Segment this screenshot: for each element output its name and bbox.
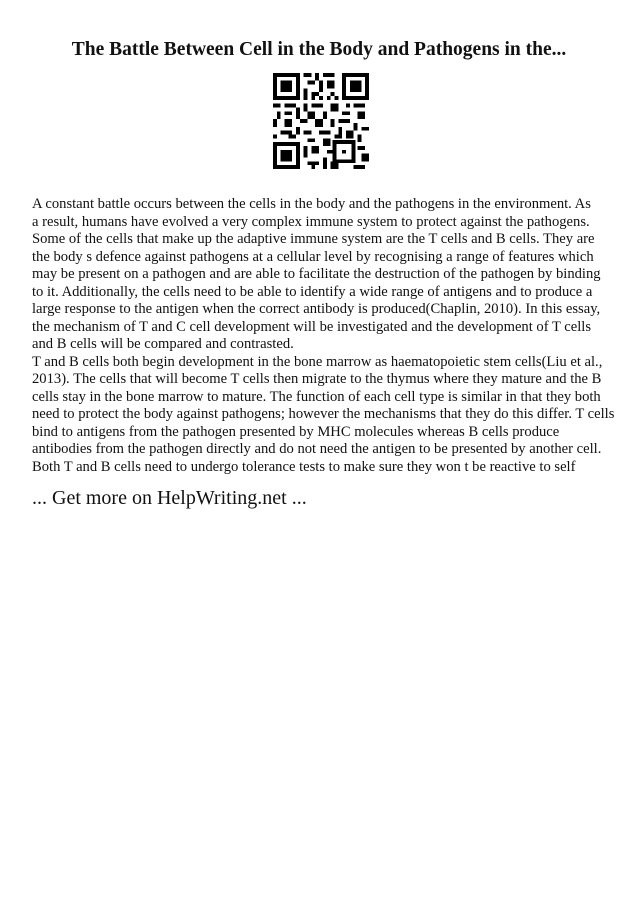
text-line: the mechanism of T and C cell development will be investigated and the development of T cells — [32, 318, 592, 335]
text-line: bind to antigens from the pathogen presented by MHC molecules whereas B cells produce — [32, 423, 560, 440]
text-line: antibodies from the pathogen directly and do not need the antigen to be presented by another cell. — [32, 441, 602, 457]
text-line: need to protect the body against pathogens; however the mechanisms that they do this differ. T cells — [32, 406, 615, 422]
document-title: The Battle Between Cell in the Body and Pathogens in the... — [71, 39, 567, 60]
text-line: to it. Additionally, the cells need to be able to identify a wide range of antigens and to produce a — [32, 283, 593, 300]
text-line: 2013). The cells that will become T cells then migrate to the thymus where they mature and the B — [32, 371, 602, 387]
text-line: may be present on a pathogen and are able to facilitate the destruction of the pathogen by binding — [32, 266, 601, 282]
paragraph-intro — [32, 196, 622, 354]
paragraph-development — [32, 354, 622, 477]
document-body — [32, 196, 622, 476]
text-line: T and B cells both begin development in the bone marrow as haematopoietic stem cells(Liu et al., — [32, 353, 603, 370]
text-line: a result, humans have evolved a very complex immune system to protect against the pathogens. — [32, 213, 590, 230]
text-line: A constant battle occurs between the cells in the body and the pathogens in the environment. As — [32, 196, 591, 212]
text-line: large response to the antigen when the correct antibody is produced(Chaplin, 2010). In this essay, — [32, 301, 601, 317]
qr-code-icon — [273, 73, 369, 169]
text-line: the body s defence against pathogens at a cellular level by recognising a range of features which — [32, 248, 594, 265]
text-line: Some of the cells that make up the adaptive immune system are the T cells and B cells. They are — [32, 231, 595, 247]
get-more-link[interactable]: ... Get more on HelpWriting.net ... — [32, 487, 307, 509]
text-line: Both T and B cells need to undergo tolerance tests to make sure they won t be reactive to self — [32, 458, 576, 475]
text-line: and B cells will be compared and contrasted. — [32, 336, 294, 352]
text-line: cells stay in the bone marrow to mature. The function of each cell type is similar in that they both — [32, 388, 601, 405]
